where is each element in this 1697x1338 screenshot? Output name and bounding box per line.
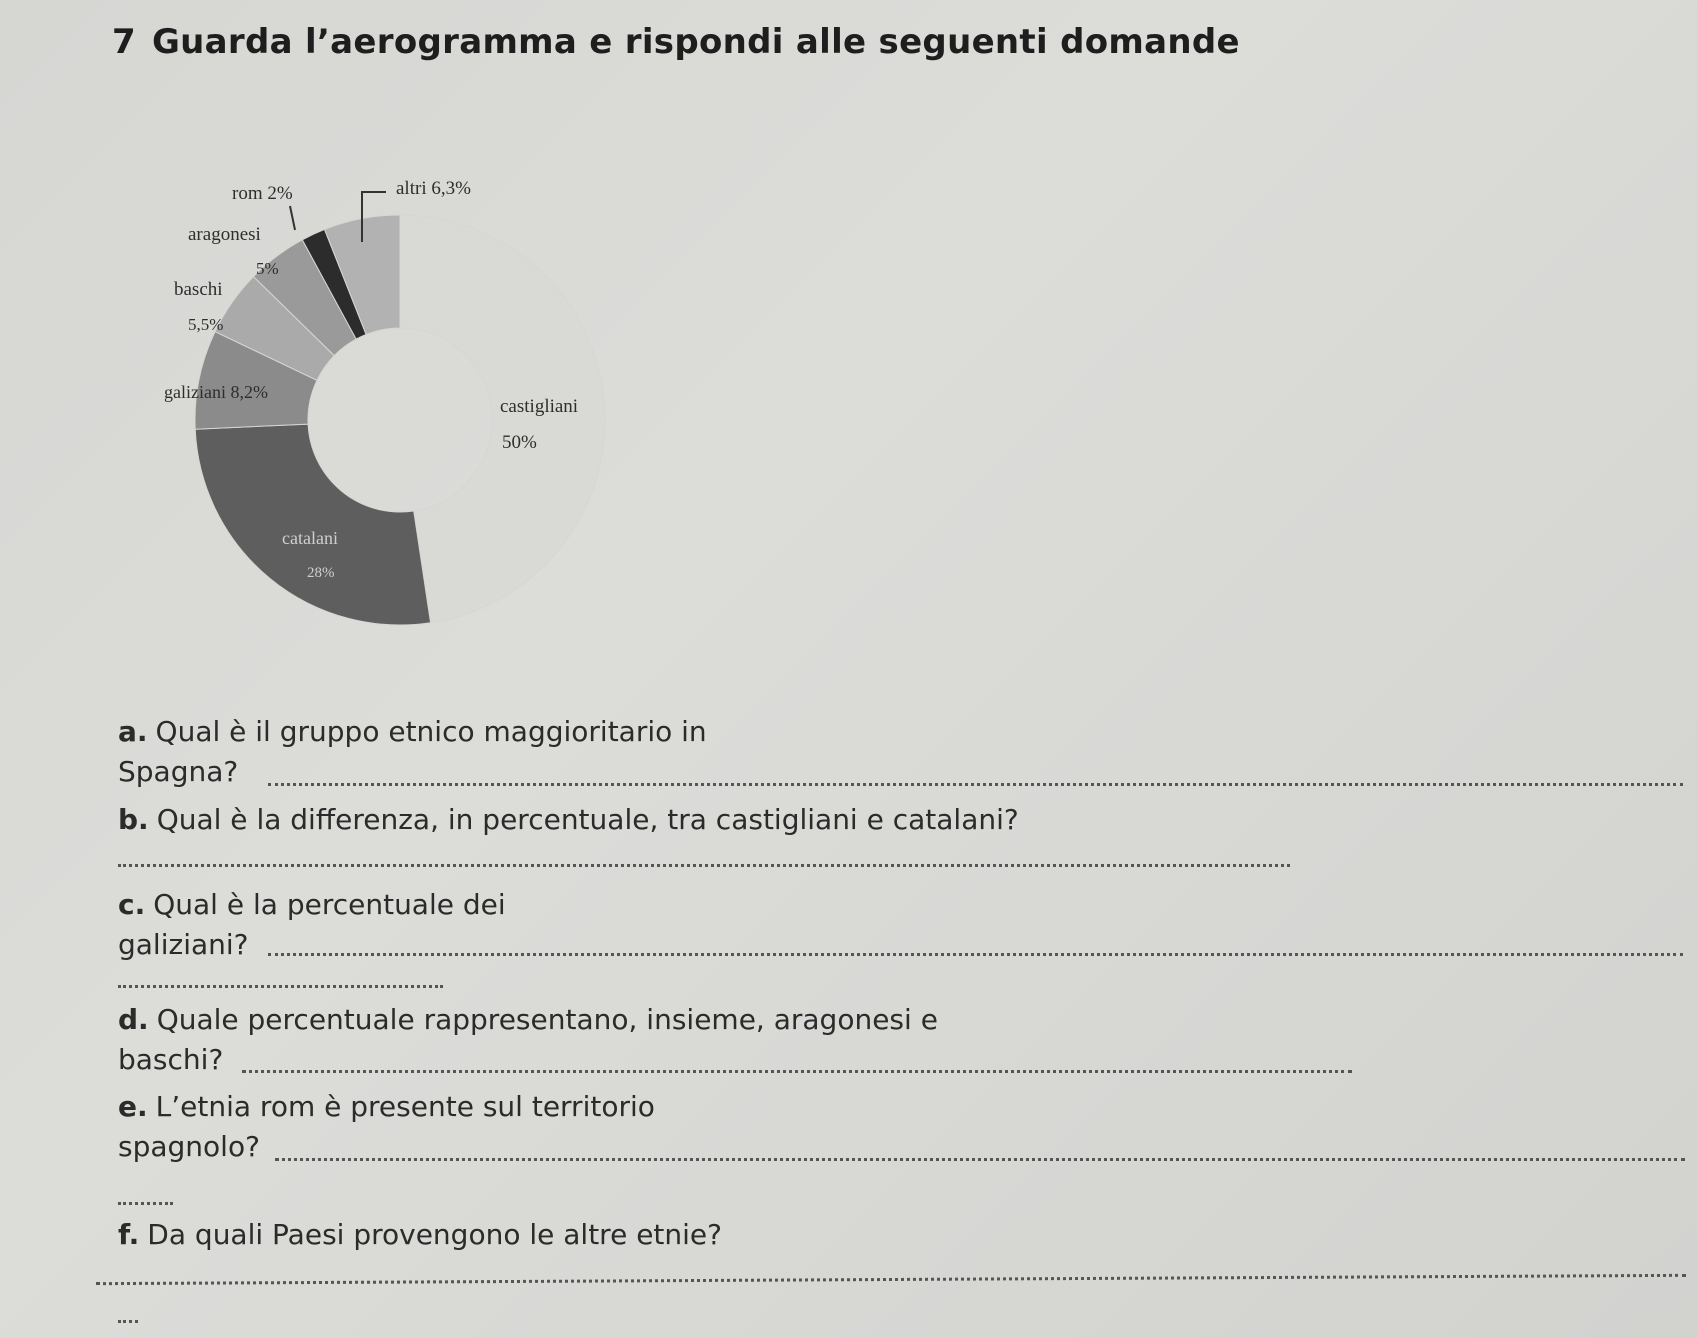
- answer-line-c-2[interactable]: [118, 985, 443, 988]
- question-d-text: Quale percentuale rappresentano, insieme, aragonesi e: [156, 1003, 938, 1036]
- answer-line-d[interactable]: [242, 1070, 1352, 1073]
- exercise-title: [112, 22, 1240, 62]
- answer-line-c[interactable]: [268, 953, 1683, 956]
- question-d-letter: d.: [118, 1003, 149, 1036]
- label-rom: rom 2%: [232, 183, 293, 204]
- answer-line-a[interactable]: [268, 783, 1683, 786]
- question-f-letter: f.: [118, 1218, 140, 1251]
- question-f-text: Da quali Paesi provengono le altre etnie?: [147, 1218, 723, 1251]
- leader-rom: [290, 206, 295, 230]
- label-galiziani: galiziani 8,2%: [164, 382, 268, 402]
- exercise-number: 7: [112, 22, 136, 62]
- answer-line-e-2[interactable]: [118, 1202, 173, 1205]
- value-catalani: 28%: [307, 565, 335, 581]
- answer-line-f[interactable]: [96, 1274, 1686, 1285]
- question-e-text-2: spagnolo?: [118, 1130, 260, 1163]
- question-b: [118, 800, 1678, 840]
- question-d: [118, 1000, 1678, 1080]
- question-f: [118, 1215, 1678, 1255]
- label-altri: altri 6,3%: [396, 178, 471, 199]
- question-b-text: Qual è la differenza, in percentuale, tra castigliani e catalani?: [156, 803, 1019, 836]
- question-a: [118, 712, 1678, 792]
- value-baschi: 5,5%: [188, 315, 224, 334]
- answer-line-e[interactable]: [275, 1158, 1685, 1161]
- value-castigliani: 50%: [502, 432, 537, 453]
- exercise-heading: Guarda l’aerogramma e rispondi alle seguenti domande: [151, 22, 1240, 62]
- question-a-text: Qual è il gruppo etnico maggioritario in: [155, 715, 707, 748]
- question-e: [118, 1087, 1678, 1167]
- slice-catalani: [195, 424, 430, 625]
- question-e-letter: e.: [118, 1090, 148, 1123]
- answer-line-f-2[interactable]: [118, 1320, 138, 1323]
- label-aragonesi: aragonesi: [188, 224, 261, 245]
- question-c-text: Qual è la percentuale dei: [153, 888, 506, 921]
- label-baschi: baschi: [174, 279, 223, 300]
- question-a-letter: a.: [118, 715, 148, 748]
- answer-line-b[interactable]: [118, 864, 1290, 867]
- label-catalani: catalani: [282, 528, 338, 548]
- slice-castigliani: [400, 215, 605, 623]
- question-b-letter: b.: [118, 803, 149, 836]
- question-c-text-2: galiziani?: [118, 928, 249, 961]
- label-castigliani: castigliani: [500, 396, 579, 417]
- value-aragonesi: 5%: [256, 259, 279, 278]
- question-d-text-2: baschi?: [118, 1043, 224, 1076]
- question-e-text: L’etnia rom è presente sul territorio: [155, 1090, 655, 1123]
- question-c-letter: c.: [118, 888, 146, 921]
- ethnic-groups-donut-chart: [150, 170, 630, 650]
- question-a-text-2: Spagna?: [118, 755, 239, 788]
